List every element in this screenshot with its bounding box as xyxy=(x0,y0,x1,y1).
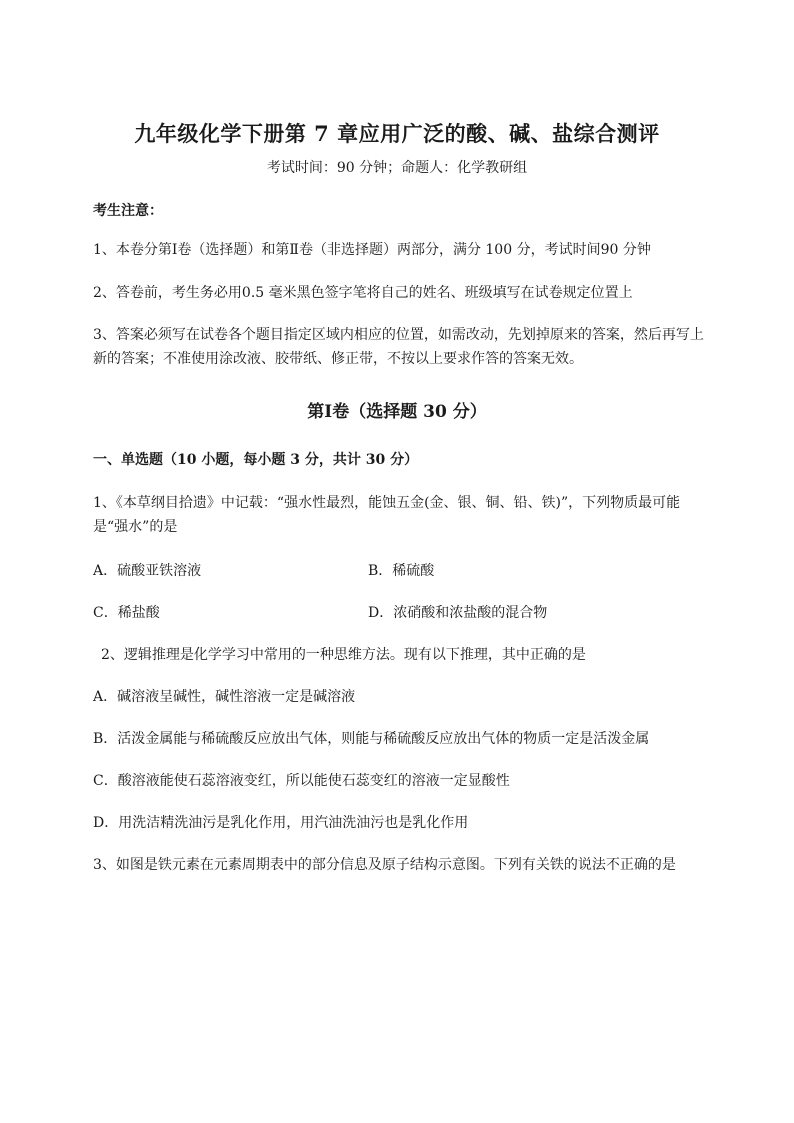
section-title: 第Ⅰ卷（选择题 30 分） xyxy=(307,402,487,422)
page-title: 九年级化学下册第 7 章应用广泛的酸、碱、盐综合测评 xyxy=(134,121,660,146)
option-c: C．酸溶液能使石蕊溶液变红，所以能使石蕊变红的溶液一定显酸性 xyxy=(93,773,510,789)
option-d: D．浓硝酸和浓盐酸的混合物 xyxy=(368,605,548,621)
notice-item: 2、答卷前，考生务必用0.5 毫米黑色签字笔将自己的姓名、班级填写在试卷规定位置上 xyxy=(93,285,633,301)
option-a: A．硫酸亚铁溶液 xyxy=(93,563,202,579)
notice-item: 3、答案必须写在试卷各个题目指定区域内相应的位置，如需改动，先划掉原来的答案，然后再写上新的答案；不准使用涂改液、胶带纸、修正带，不按以上要求作答的答案无效。 xyxy=(93,327,704,367)
option-c: C．稀盐酸 xyxy=(93,605,160,621)
option-b: B．稀硫酸 xyxy=(368,563,435,579)
option-d: D．用洗洁精洗油污是乳化作用，用汽油洗油污也是乳化作用 xyxy=(93,815,469,831)
exam-info: 考试时间：90 分钟；命题人：化学教研组 xyxy=(266,160,528,176)
notice-item: 1、本卷分第Ⅰ卷（选择题）和第Ⅱ卷（非选择题）两部分，满分 100 分，考试时间90 分钟 xyxy=(93,242,651,258)
part-heading: 一、单选题（10 小题，每小题 3 分，共计 30 分） xyxy=(93,452,419,468)
question-stem: 3、如图是铁元素在元素周期表中的部分信息及原子结构示意图。下列有关铁的说法不正确的是 xyxy=(93,857,676,873)
question-stem: 1、《本草纲目拾遗》中记载：“强水性最烈，能蚀五金(金、银、铜、铅、铁)”，下列物质最可能是“强水”的是 xyxy=(93,495,681,535)
question-stem: 2、逻辑推理是化学学习中常用的一种思维方法。现有以下推理，其中正确的是 xyxy=(101,647,586,663)
option-a: A．碱溶液呈碱性，碱性溶液一定是碱溶液 xyxy=(93,689,356,705)
option-b: B．活泼金属能与稀硫酸反应放出气体，则能与稀硫酸反应放出气体的物质一定是活泼金属 xyxy=(93,731,650,747)
notice-label: 考生注意： xyxy=(93,203,163,219)
